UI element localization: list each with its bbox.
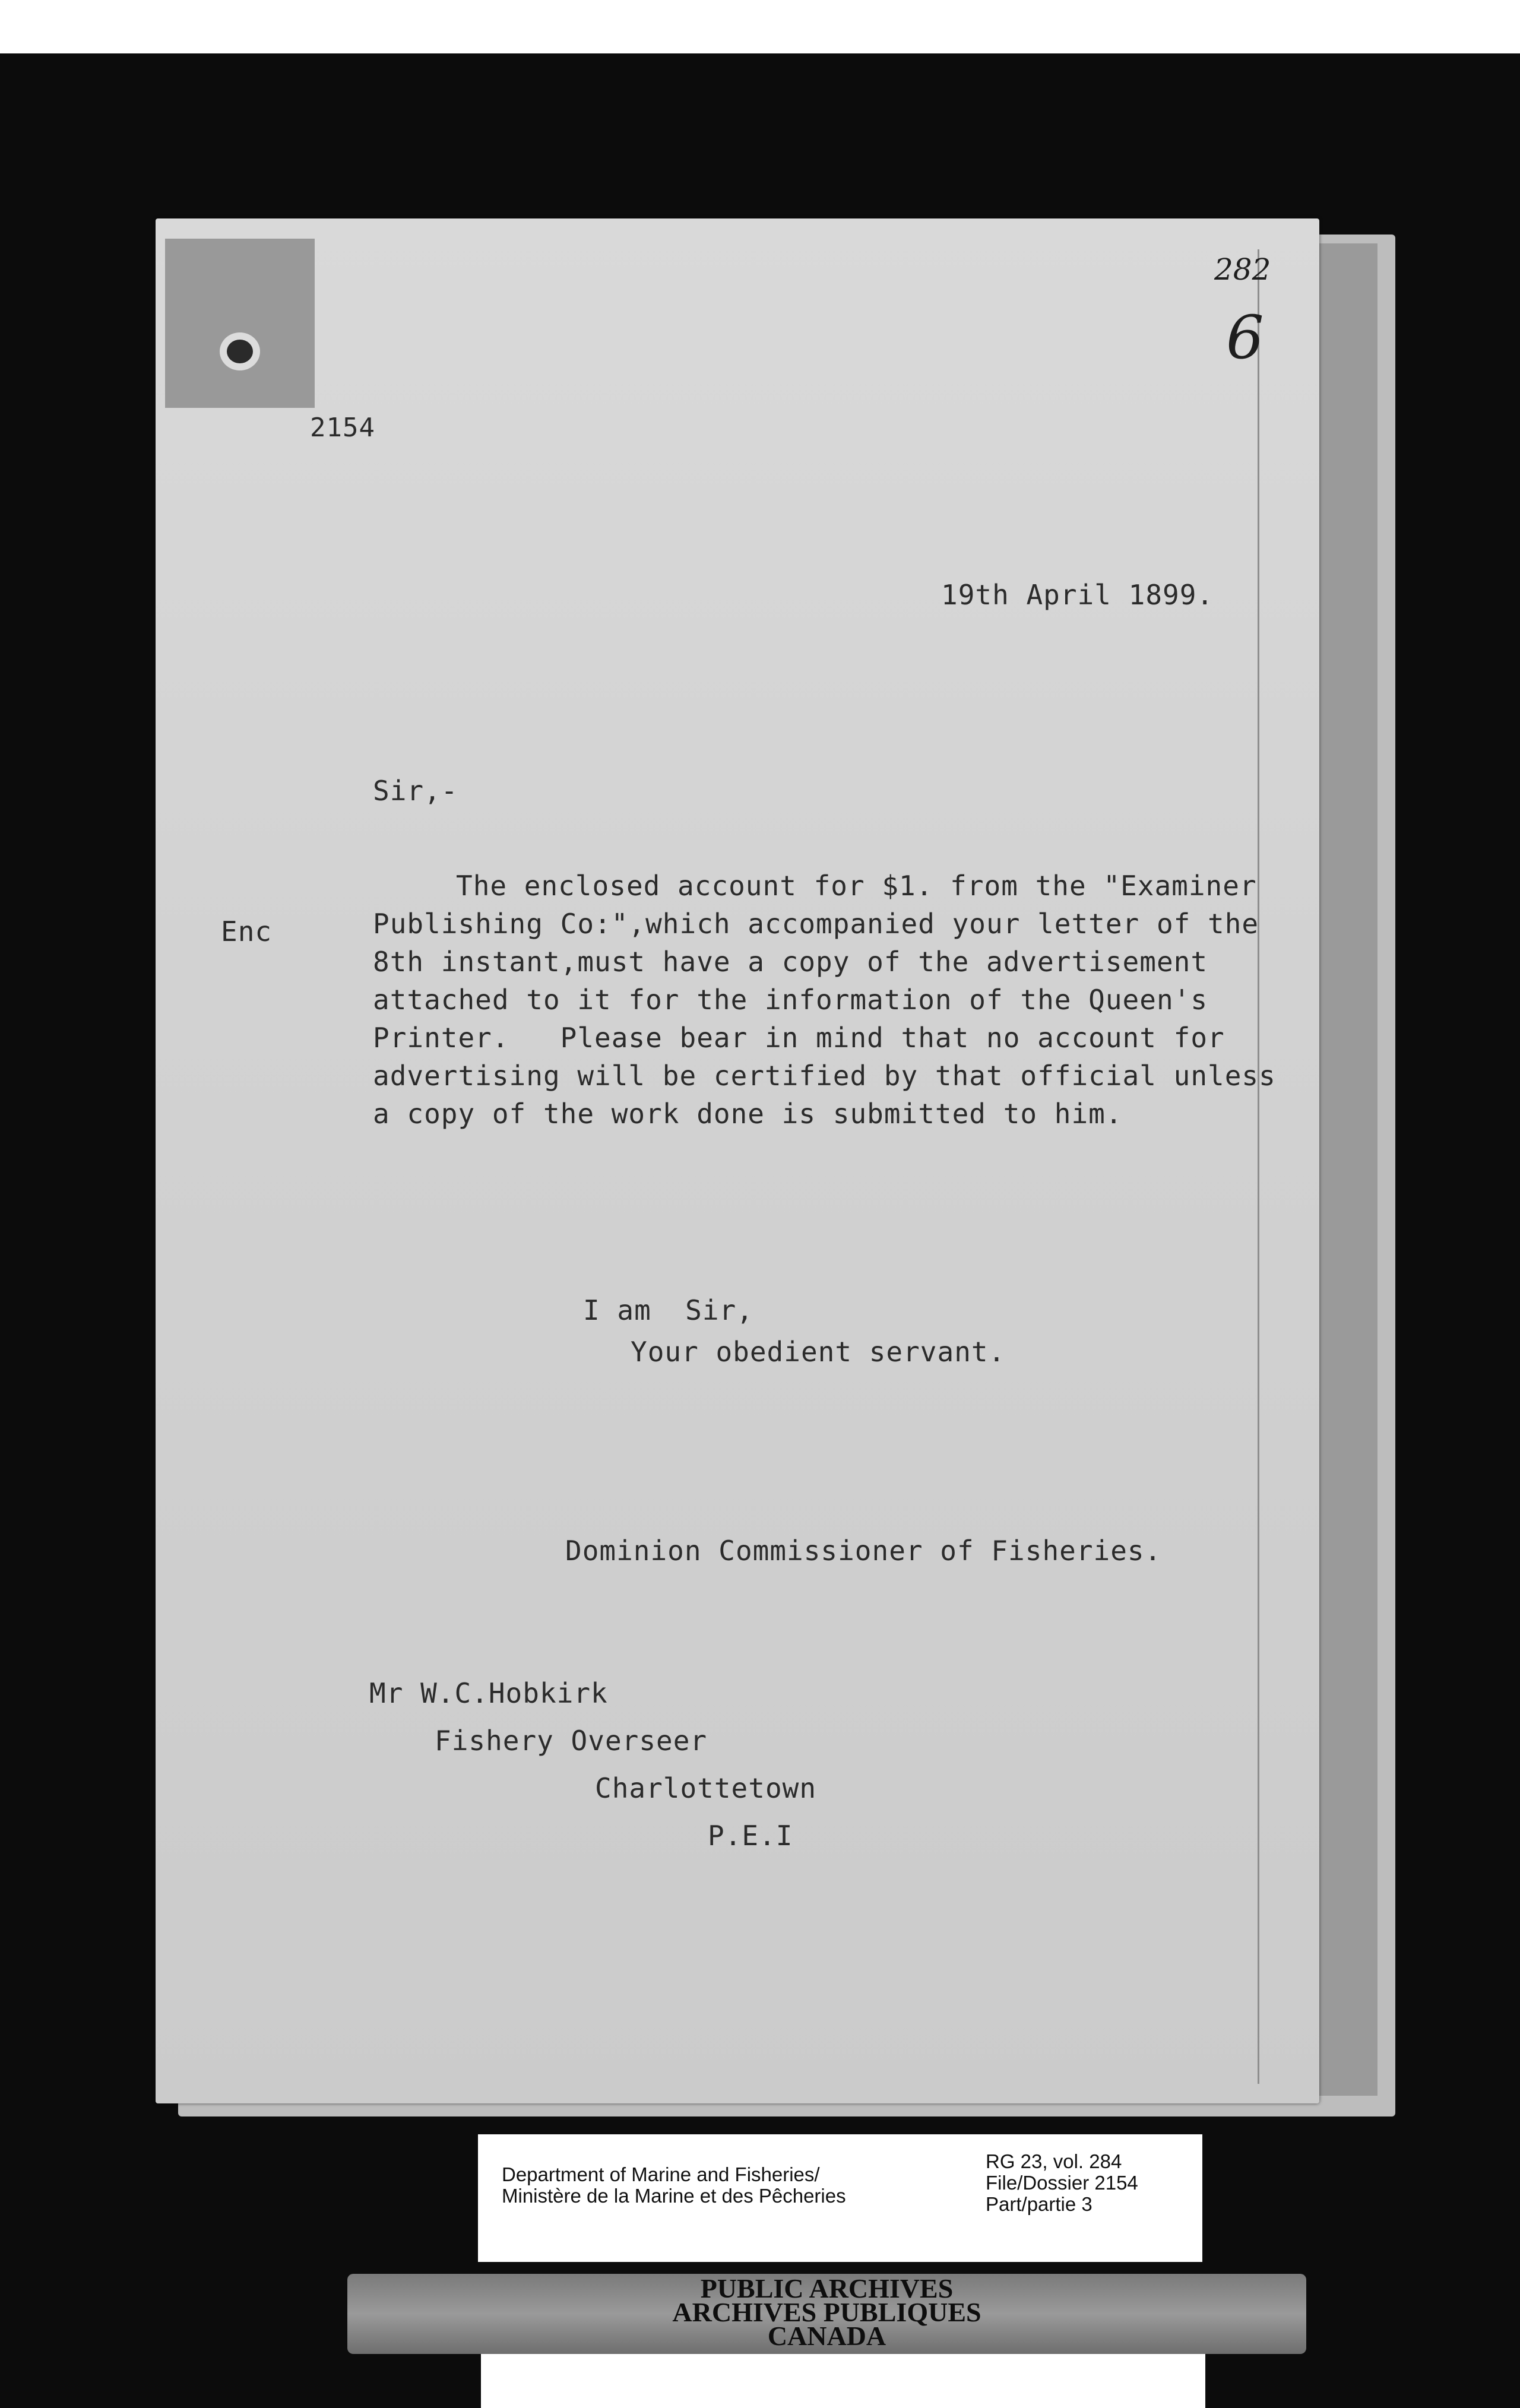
margin-number: 282	[1214, 252, 1271, 287]
body-line-5: Printer. Please bear in mind that no account for	[373, 1022, 1225, 1054]
address-city: Charlottetown	[595, 1772, 817, 1804]
body-line-2: Publishing Co:",which accompanied your letter of the	[373, 908, 1259, 940]
letter-date: 19th April 1899.	[941, 579, 1214, 611]
enclosure-note: Enc	[221, 915, 273, 948]
body-line-1: The enclosed account for $1. from the "Examiner	[456, 870, 1257, 902]
label-file: File/Dossier 2154	[986, 2172, 1138, 2194]
body-line-3: 8th instant,must have a copy of the advertisement	[373, 946, 1208, 978]
bottom-strip	[481, 2354, 1205, 2408]
stamp-line-2: ARCHIVES PUBLIQUES	[672, 2297, 981, 2327]
label-ref: RG 23, vol. 284	[986, 2150, 1122, 2172]
signature-title: Dominion Commissioner of Fisheries.	[565, 1535, 1162, 1567]
salutation: Sir,-	[373, 775, 458, 807]
label-department: Department of Marine and Fisheries/	[502, 2163, 820, 2185]
body-line-7: a copy of the work done is submitted to him.	[373, 1098, 1123, 1130]
address-name: Mr W.C.Hobkirk	[369, 1677, 608, 1709]
stamp-line-3: CANADA	[767, 2321, 886, 2351]
closing-line-2: Your obedient servant.	[631, 1336, 1006, 1368]
corner-tab	[165, 239, 315, 408]
address-title: Fishery Overseer	[435, 1725, 708, 1757]
fold-line	[1258, 249, 1259, 2084]
label-part: Part/partie 3	[986, 2193, 1092, 2215]
closing-line-1: I am Sir,	[583, 1294, 753, 1326]
label-department-fr: Ministère de la Marine et des Pêcheries	[502, 2185, 846, 2207]
punch-hole	[227, 340, 253, 363]
stamp-line-1: PUBLIC ARCHIVES	[700, 2273, 954, 2304]
margin-mark: 6	[1226, 303, 1264, 372]
address-province: P.E.I	[708, 1820, 793, 1852]
archive-label	[478, 2134, 1202, 2262]
file-number: 2154	[310, 413, 375, 443]
archives-stamp	[347, 2274, 1306, 2354]
body-line-4: attached to it for the information of the Queen's	[373, 984, 1208, 1016]
body-line-6: advertising will be certified by that official unless	[373, 1060, 1276, 1092]
